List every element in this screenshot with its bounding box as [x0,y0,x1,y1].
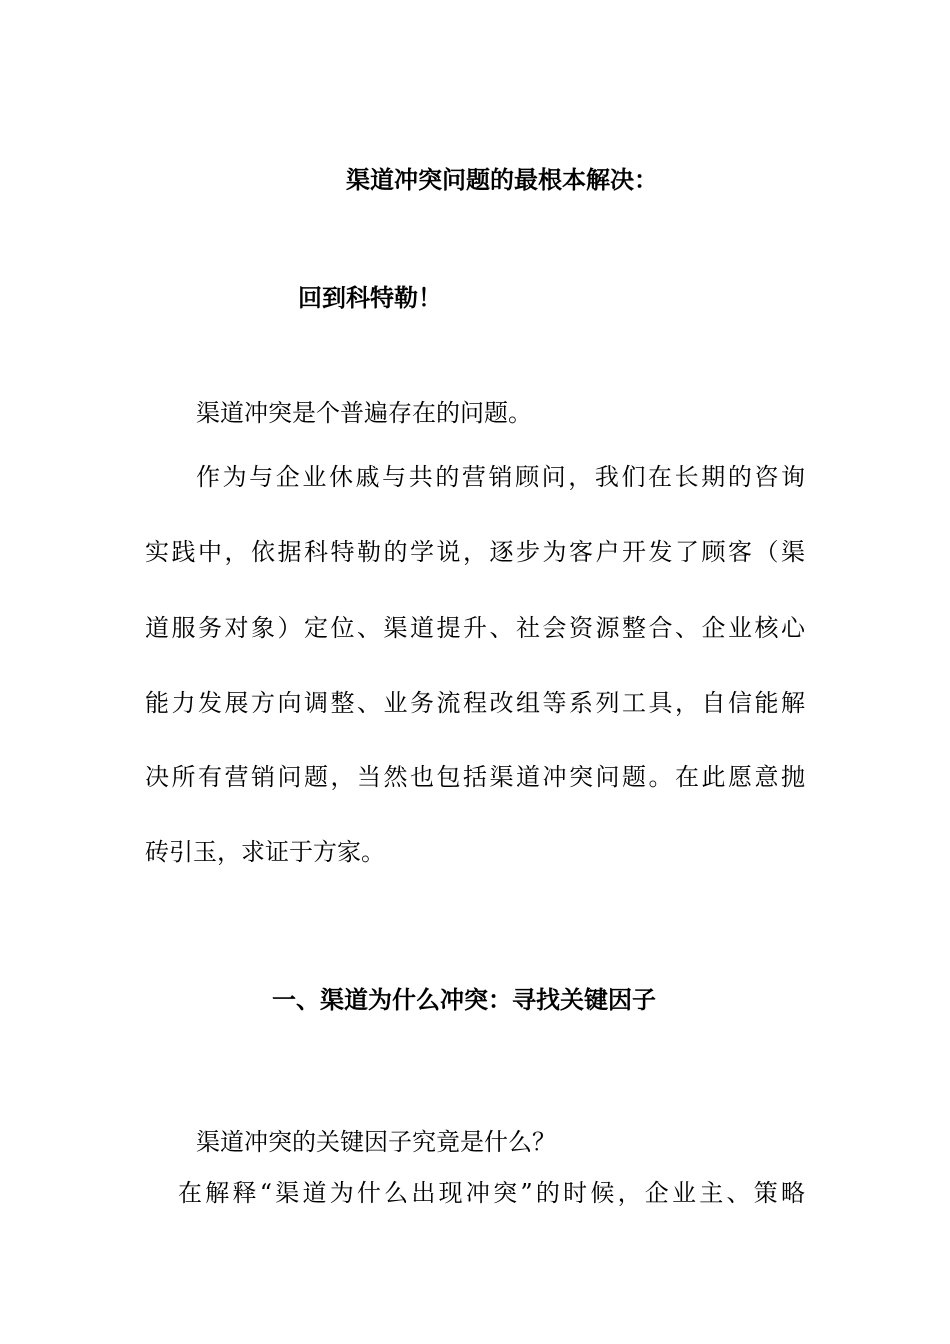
intro-paragraph-2-line: 决所有营销问题，当然也包括渠道冲突问题。在此愿意抛 [145,763,805,791]
intro-paragraph-2-line: 能力发展方向调整、业务流程改组等系列工具，自信能解 [145,689,805,717]
document-title-line-2: 回到科特勒！ [298,284,442,312]
intro-paragraph-2-line: 道服务对象）定位、渠道提升、社会资源整合、企业核心 [145,614,805,642]
intro-paragraph-1: 渠道冲突是个普遍存在的问题。 [196,399,532,427]
section-1-paragraph-1: 渠道冲突的关键因子究竟是什么？ [196,1128,556,1156]
intro-paragraph-2-line: 实践中，依据科特勒的学说，逐步为客户开发了顾客（渠 [145,538,805,566]
document-title-line-1: 渠道冲突问题的最根本解决： [346,166,658,194]
intro-paragraph-2-line: 砖引玉，求证于方家。 [145,838,385,866]
intro-paragraph-2-line: 作为与企业休戚与共的营销顾问，我们在长期的咨询 [196,463,805,491]
section-1-paragraph-2-line: 在解释“渠道为什么出现冲突”的时候，企业主、策略 [178,1179,805,1207]
section-1-heading: 一、渠道为什么冲突：寻找关键因子 [272,986,656,1014]
